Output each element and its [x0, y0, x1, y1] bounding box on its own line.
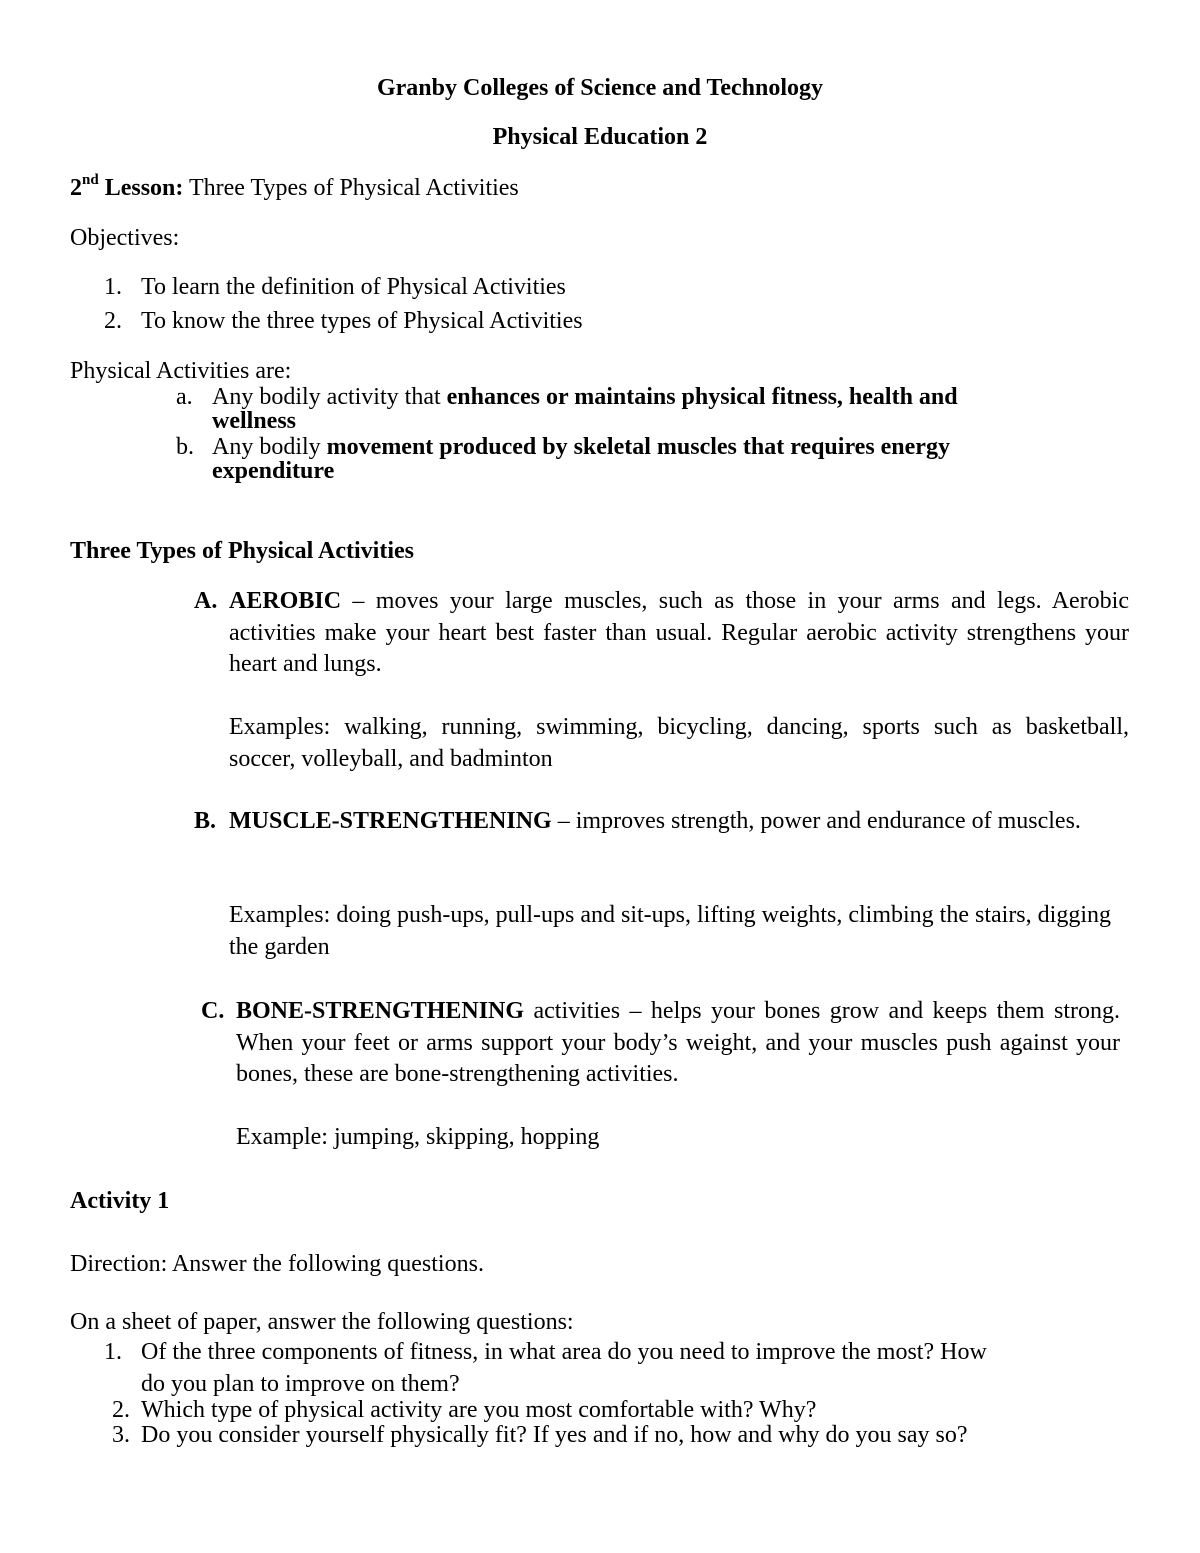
- aerobic-name: AEROBIC: [229, 588, 342, 614]
- definition-marker: a.: [176, 384, 193, 410]
- definition-marker: b.: [176, 434, 194, 460]
- lesson-title: Three Types of Physical Activities: [188, 175, 519, 201]
- aerobic-description: [229, 586, 1129, 681]
- lesson-label: Lesson:: [104, 175, 184, 201]
- definition-b-continued: expenditure: [212, 458, 335, 484]
- muscle-desc: – improves strength, power and endurance of muscles.: [551, 808, 1081, 834]
- definition-a-bold: enhances or maintains physical fitness, health and: [446, 384, 958, 410]
- aerobic-desc: – moves your large muscles, such as those in your arms and legs. Aerobic activities make your heart best faster than usual. Regular aerobic activity strengthens your heart and lungs.: [229, 588, 1129, 677]
- definition-heading: Physical Activities are:: [70, 358, 292, 384]
- definition-a-plain: Any bodily activity that: [212, 384, 447, 410]
- lesson-line: [70, 173, 519, 203]
- activity-instruction: On a sheet of paper, answer the following questions:: [70, 1309, 574, 1335]
- bone-description: [236, 996, 1120, 1091]
- question-marker: 3.: [112, 1422, 130, 1448]
- type-marker-a: A.: [194, 588, 218, 614]
- definition-a-continued: wellness: [212, 408, 296, 434]
- muscle-description: [229, 806, 1109, 838]
- question-marker: 2.: [112, 1397, 130, 1423]
- activity-heading: Activity 1: [70, 1188, 170, 1214]
- objective-item: To learn the definition of Physical Activities: [141, 274, 566, 300]
- question-marker: 1.: [104, 1339, 122, 1365]
- muscle-examples: Examples: doing push-ups, pull-ups and sit-ups, lifting weights, climbing the stairs, digging the garden: [229, 902, 1111, 960]
- bone-desc: activities – helps your bones grow and keeps them strong. When your feet or arms support your body’s weight, and your muscles push against your bones, these are bone-strengthening activities.: [236, 998, 1120, 1087]
- objective-item: To know the three types of Physical Activities: [141, 308, 583, 334]
- type-marker-b: B.: [194, 808, 217, 834]
- bone-name: BONE-STRENGTHENING: [236, 998, 525, 1024]
- lesson-number-suffix: nd: [82, 172, 99, 188]
- question-item-continued: do you plan to improve on them?: [141, 1371, 460, 1397]
- question-item: Which type of physical activity are you most comfortable with? Why?: [141, 1397, 817, 1423]
- objective-marker: 1.: [104, 274, 122, 300]
- objectives-heading: Objectives:: [70, 225, 180, 251]
- types-heading: Three Types of Physical Activities: [70, 538, 414, 564]
- objective-marker: 2.: [104, 308, 122, 334]
- course-title: Physical Education 2: [492, 124, 708, 150]
- aerobic-examples: Examples: walking, running, swimming, bicycling, dancing, sports such as basketball, soccer, volleyball, and badminton: [229, 714, 1129, 772]
- muscle-name: MUSCLE-STRENGTHENING: [229, 808, 552, 834]
- question-item: Of the three components of fitness, in what area do you need to improve the most? How: [141, 1339, 987, 1365]
- type-marker-c: C.: [201, 998, 225, 1024]
- school-title: Granby Colleges of Science and Technology: [376, 75, 824, 101]
- definition-b-plain: Any bodily: [212, 434, 327, 460]
- bone-examples: Example: jumping, skipping, hopping: [236, 1124, 600, 1150]
- activity-direction: Direction: Answer the following questions.: [70, 1251, 484, 1277]
- question-item: Do you consider yourself physically fit? If yes and if no, how and why do you say so?: [141, 1422, 968, 1448]
- definition-b-bold: movement produced by skeletal muscles that requires energy: [326, 434, 950, 460]
- lesson-number: 2: [70, 175, 82, 201]
- definition-item-a: [212, 382, 958, 412]
